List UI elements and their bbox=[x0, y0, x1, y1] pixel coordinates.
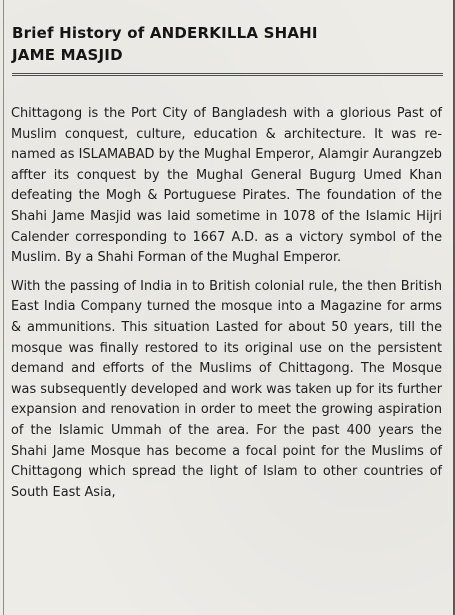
paragraph-1: Chittagong is the Port City of Bangladesh with a glorious Past of Muslim conquest, culture, education & architecture. It was re-named as ISLAMABAD by the Mughal Emperor, Alamgir Aurangzeb affter its conquest by the Mughal General Bugurg Umed Khan defeating the Mogh & Portuguese Pirates. The foundation of the Shahi Jame Masjid was laid sometime in 1078 of the Islamic Hijri Calender corresponding to 1667 A.D. as a victory symbol of the Muslim. By a Shahi Forman of the Mughal Emperor. bbox=[11, 106, 442, 266]
title-line-1: Brief History of ANDERKILLA SHAHI bbox=[12, 24, 318, 42]
title-line-2: JAME MASJID bbox=[12, 46, 123, 64]
title-underline bbox=[12, 73, 443, 76]
document-title bbox=[12, 22, 318, 66]
page-edge-left bbox=[3, 0, 4, 615]
document-body bbox=[11, 104, 442, 503]
paragraph-2: With the passing of India in to British colonial rule, the then British East India Company turned the mosque into a Magazine for arms & ammunitions. This situation Lasted for about 50 years, till the mosque was finally restored to its original use on the persistent demand and efforts of the Muslims of Chittagong. The Mosque was subsequently developed and work was taken up for its further expansion and renovation in order to meet the growing aspiration of the Islamic Ummah of the area. For the past 400 years the Shahi Jame Mosque has become a focal point for the Muslims of Chittagong which spread the light of Islam to other countries of South East Asia, bbox=[11, 278, 442, 500]
